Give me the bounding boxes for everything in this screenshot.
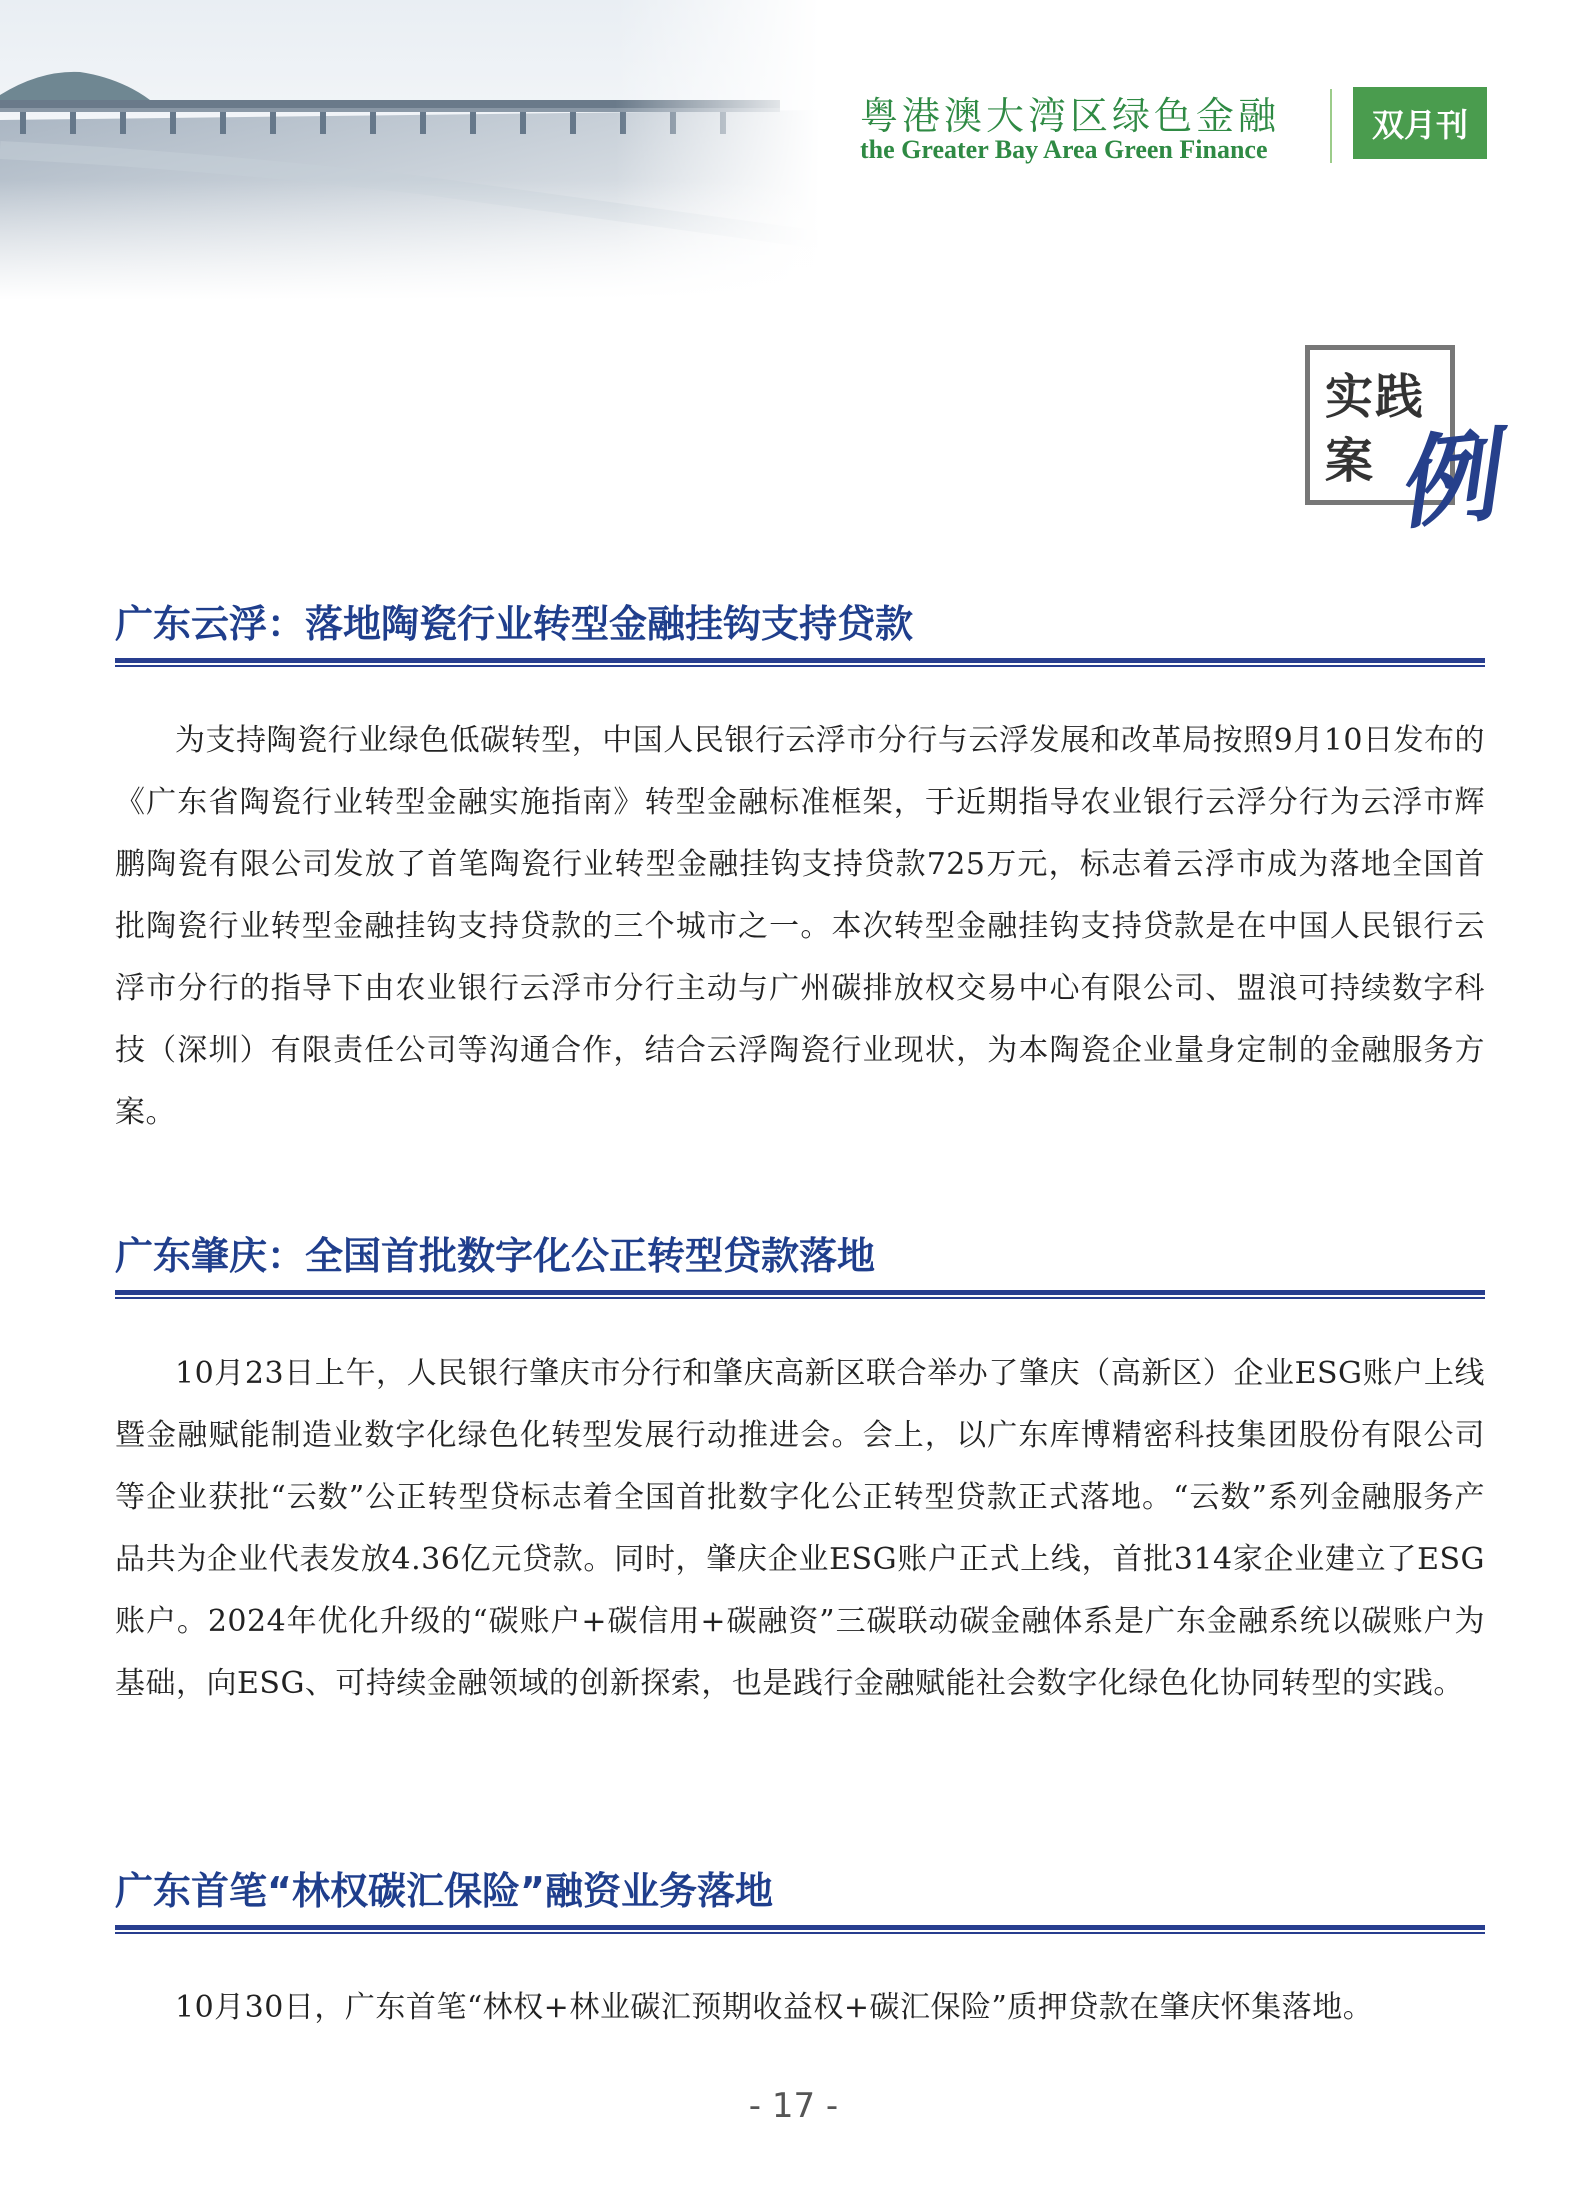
section-heading-forest-carbon: 广东首笔“林权碳汇保险”融资业务落地 xyxy=(115,1869,773,1913)
stamp-text-example: 例 xyxy=(1389,416,1502,544)
stamp-text-practice: 实践 xyxy=(1325,369,1426,425)
section-stamp-case-study xyxy=(1305,340,1502,544)
section-rule xyxy=(115,1290,1485,1299)
section-rule xyxy=(115,658,1485,667)
page-number: - 17 - xyxy=(748,2086,839,2126)
section-heading-yunfu: 广东云浮：落地陶瓷行业转型金融挂钩支持贷款 xyxy=(115,602,914,646)
publication-title-en: the Greater Bay Area Green Finance xyxy=(860,135,1268,164)
section-body-zhaoqing: 10月23日上午，人民银行肇庆市分行和肇庆高新区联合举办了肇庆（高新区）企业ESG账户上线暨金融赋能制造业数字化绿色化转型发展行动推进会。会上，以广东库博精密科技集团股份有限公司等企业获批“云数”公正转型贷标志着全国首批数字化公正转型贷款正式落地。“云数”系列金融服务产品共为企业代表发放4.36亿元贷款。同时，肇庆企业ESG账户正式上线，首批314家企业建立了ESG账户。2024年优化升级的“碳账户+碳信用+碳融资”三碳联动碳金融体系是广东金融系统以碳账户为基础，向ESG、可持续金融领域的创新探索，也是践行金融赋能社会数字化绿色化协同转型的实践。 xyxy=(115,1356,1485,1701)
publication-title-cn: 粤港澳大湾区绿色金融 xyxy=(860,94,1281,138)
header-bridge-photo xyxy=(0,0,820,300)
stamp-text-case: 案 xyxy=(1325,433,1374,489)
section-body-forest-carbon: 10月30日，广东首笔“林权+林业碳汇预期收益权+碳汇保险”质押贷款在肇庆怀集落地。 xyxy=(175,1990,1374,2025)
bimonthly-badge: 双月刊 xyxy=(1353,87,1487,159)
masthead-divider xyxy=(1330,89,1332,163)
section-rule xyxy=(115,1925,1485,1934)
section-body-yunfu: 为支持陶瓷行业绿色低碳转型，中国人民银行云浮市分行与云浮发展和改革局按照9月10日发布的《广东省陶瓷行业转型金融实施指南》转型金融标准框架，于近期指导农业银行云浮分行为云浮市辉鹏陶瓷有限公司发放了首笔陶瓷行业转型金融挂钩支持贷款725万元，标志着云浮市成为落地全国首批陶瓷行业转型金融挂钩支持贷款的三个城市之一。本次转型金融挂钩支持贷款是在中国人民银行云浮市分行的指导下由农业银行云浮市分行主动与广州碳排放权交易中心有限公司、盟浪可持续数字科技（深圳）有限责任公司等沟通合作，结合云浮陶瓷行业现状，为本陶瓷企业量身定制的金融服务方案。 xyxy=(115,723,1485,1130)
masthead xyxy=(860,85,1480,165)
section-heading-zhaoqing: 广东肇庆：全国首批数字化公正转型贷款落地 xyxy=(115,1234,876,1278)
